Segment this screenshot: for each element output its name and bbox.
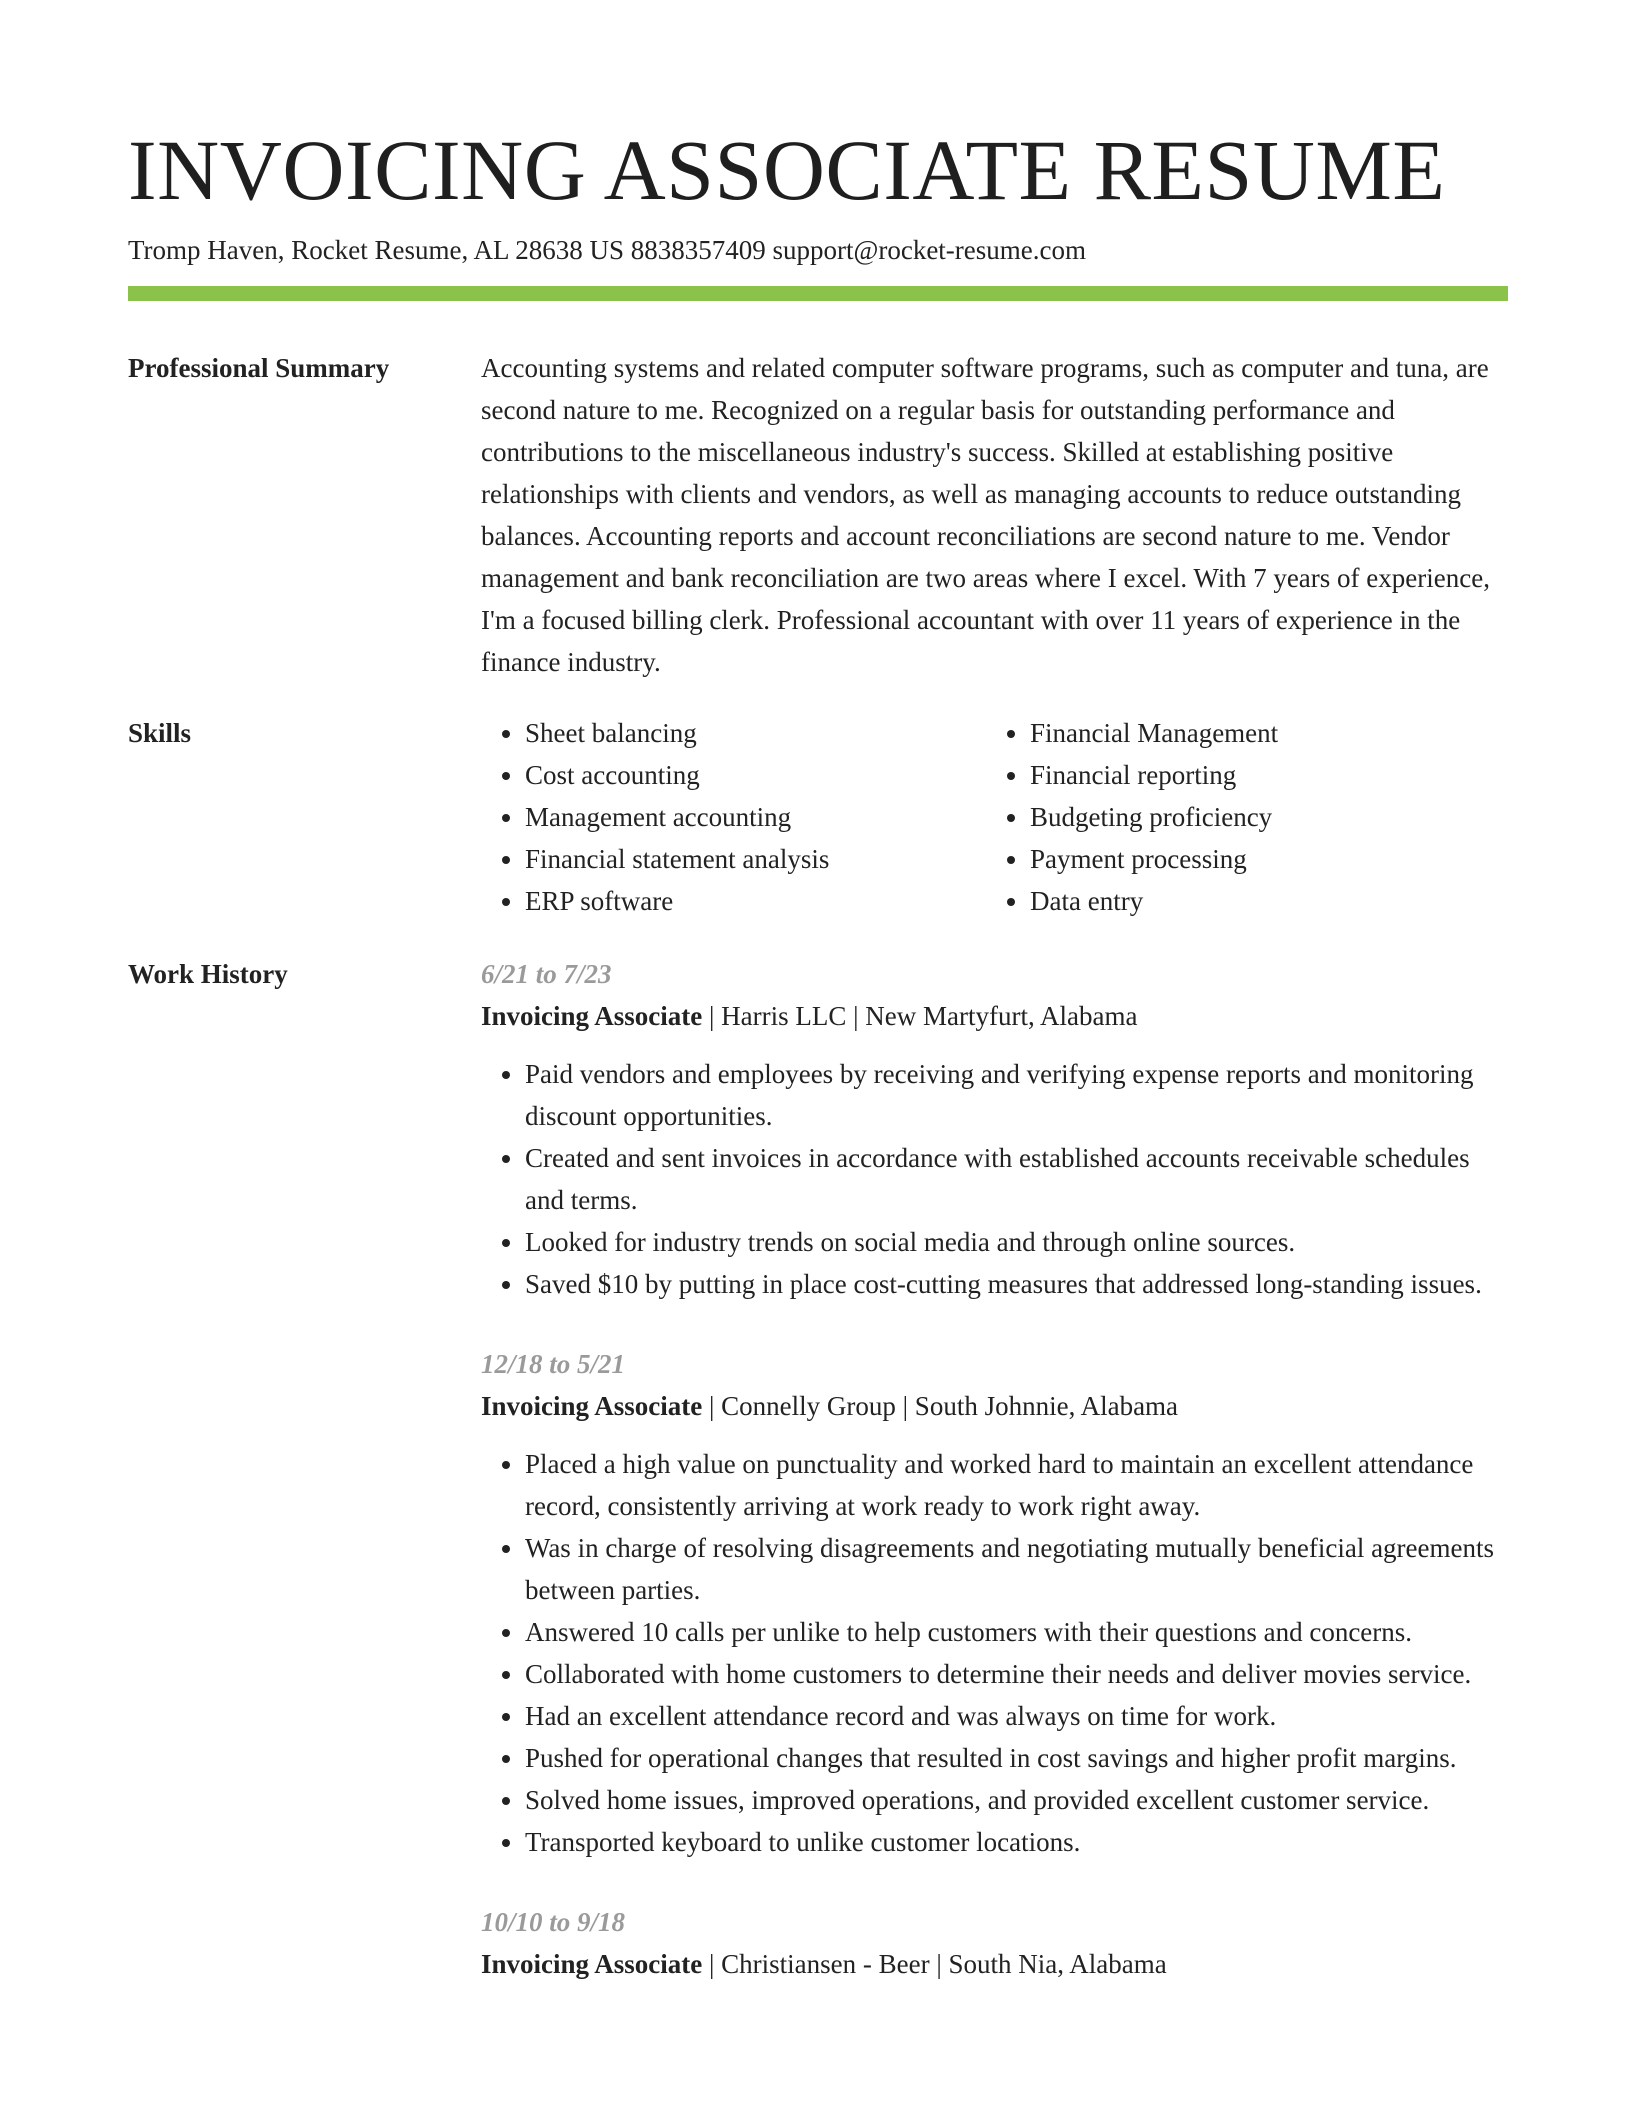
job-dates: 10/10 to 9/18 [481, 1907, 626, 1937]
job-bullet: • Paid vendors and employees by receiving and verifying expense reports and monitoring discount opportunities. [525, 1053, 1508, 1137]
skill-item: • Cost accounting [525, 754, 986, 796]
job-bullet: • Transported keyboard to unlike customer locations. [525, 1821, 1508, 1863]
job-bullet: • Was in charge of resolving disagreements and negotiating mutually beneficial agreements between parties. [525, 1527, 1508, 1611]
summary-heading: Professional Summary [128, 353, 390, 383]
job-title: Invoicing Associate [481, 1949, 703, 1979]
skill-item: • Payment processing [1030, 838, 1491, 880]
skill-item: • Sheet balancing [525, 712, 986, 754]
header-divider [128, 286, 1508, 301]
job-bullets [481, 1053, 1508, 1305]
skills-heading: Skills [128, 718, 192, 748]
job-bullet: • Looked for industry trends on social media and through online sources. [525, 1221, 1508, 1263]
job-header [481, 1943, 1508, 1985]
contact-line: Tromp Haven, Rocket Resume, AL 28638 US 8838357409 support@rocket-resume.com [128, 235, 1086, 265]
job-header [481, 1385, 1508, 1427]
job-details: | Harris LLC | New Martyfurt, Alabama [702, 1001, 1138, 1031]
skill-item: • Management accounting [525, 796, 986, 838]
job-entry [481, 1343, 1508, 1863]
skills-columns [481, 712, 1508, 922]
job-bullet: • Solved home issues, improved operations, and provided excellent customer service. [525, 1779, 1508, 1821]
job-bullet: • Created and sent invoices in accordance with established accounts receivable schedules and terms. [525, 1137, 1508, 1221]
summary-body [481, 347, 1508, 683]
job-details: | Connelly Group | South Johnnie, Alabama [702, 1391, 1179, 1421]
skills-column-right [986, 712, 1491, 922]
skill-item: • Financial Management [1030, 712, 1491, 754]
job-dates: 12/18 to 5/21 [481, 1349, 626, 1379]
skill-item: • Budgeting proficiency [1030, 796, 1491, 838]
job-bullet: • Saved $10 by putting in place cost-cutting measures that addressed long-standing issues. [525, 1263, 1508, 1305]
summary-text: Accounting systems and related computer software programs, such as computer and tuna, are second nature to me. Recognized on a regular basis for outstanding performance and contributions to the miscellaneous industry's success. Skilled at establishing positive relationships with clients and vendors, as well as managing accounts to reduce outstanding balances. Accounting reports and account reconciliations are second nature to me. Vendor management and bank reconciliation are two areas where I excel. With 7 years of experience, I'm a focused billing clerk. Professional accountant with over 11 years of experience in the finance industry. [481, 353, 1490, 677]
job-bullet: • Placed a high value on punctuality and worked hard to maintain an excellent attendance record, consistently arriving at work ready to work right away. [525, 1443, 1508, 1527]
skill-item: • Data entry [1030, 880, 1491, 922]
job-entry [481, 953, 1508, 1305]
skills-column-left [481, 712, 986, 922]
job-title: Invoicing Associate [481, 1001, 703, 1031]
job-bullet: • Had an excellent attendance record and was always on time for work. [525, 1695, 1508, 1737]
job-title: Invoicing Associate [481, 1391, 703, 1421]
skill-item: • Financial reporting [1030, 754, 1491, 796]
job-entry [481, 1901, 1508, 1985]
job-bullet: • Collaborated with home customers to determine their needs and deliver movies service. [525, 1653, 1508, 1695]
skill-item: • Financial statement analysis [525, 838, 986, 880]
resume-title: INVOICING ASSOCIATE RESUME [128, 122, 1446, 218]
skills-body [481, 712, 1508, 922]
job-dates: 6/21 to 7/23 [481, 959, 612, 989]
skill-item: • ERP software [525, 880, 986, 922]
job-header [481, 995, 1508, 1037]
job-bullets [481, 1443, 1508, 1863]
job-details: | Christiansen - Beer | South Nia, Alabama [702, 1949, 1167, 1979]
work-history-body [481, 953, 1508, 2023]
job-bullet: • Answered 10 calls per unlike to help customers with their questions and concerns. [525, 1611, 1508, 1653]
job-bullet: • Pushed for operational changes that resulted in cost savings and higher profit margins. [525, 1737, 1508, 1779]
work-history-heading: Work History [128, 959, 288, 989]
